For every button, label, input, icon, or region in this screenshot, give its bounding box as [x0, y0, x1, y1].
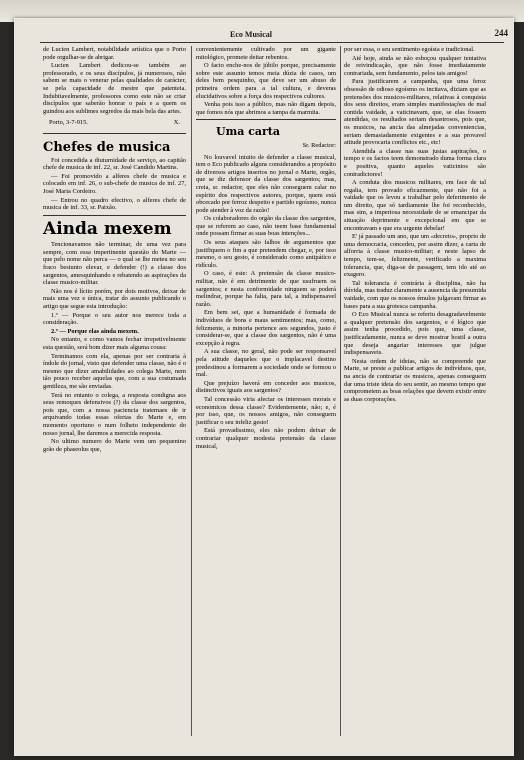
column-rule: [191, 46, 192, 736]
publication-name: Eco Musical: [230, 30, 272, 39]
paragraph: Lucien Lambert dedicou-se também ao professorado, e os seus discípulos, já numerosos, não sabem se mais o venerar pelas qualidades de carácter, se pela capacidade de mestre que patenteia. Indubitavelmente, professores como este não se criar discípulos que saberão honrar o país e a quem os guindou aos sublimes segredos da mais bela das artes.: [43, 62, 186, 115]
paragraph: Foi concedida a diuturnidade de serviço, ao capitão chefe de musica de inf. 22, sr. José Candido Martins.: [43, 156, 186, 172]
divider: [196, 119, 336, 120]
paragraph: Para justificarem a campanha, que uma feroz obsessão de odioso egoísmo os incitava, diziam que as pretensões dos musicos-militares, relativas à conquista dos seus direitos, eram simples manifestações de mal contida vaidade, a vaticinavam, que, se elas fossem atendidas, os resultados seriam desastrosos, pois que, os musicos, na ancia das almejadas conveniencias, seriam demasiadamente exigentes e a sua provavel atitude provocaria conflictos etc., etc!: [344, 78, 486, 147]
paragraph: Tal tolerancia é contrária à disciplina, não ha dúvida, mas traduz claramente a ausencia da presumida vaidade, com que os nossos émulos julgavam firmar as bases para a sua grotesca campanha.: [344, 279, 486, 310]
header-rule: [40, 42, 504, 43]
page-number: 244: [494, 28, 508, 38]
paragraph: Atendida a classe nas suas justas aspirações, o tempo e os factos teem demonstrado duma forma clara e positiva, quanto aqueles vaticinios são contradictores!: [344, 147, 486, 178]
paragraph: de Lucien Lambert, notabilidade artística que o Porto pode orgulhar-se de abrigar.: [43, 46, 186, 61]
column-2: [196, 46, 336, 451]
paragraph: Nesta ordem de ideias, não se compreende que Marte, se preste a publicar artigos de indivíduos, que, na ancia de contrariar os musicos, apenas conseguem dar uma triste ideia do seu sentir, ao mesmo tempo que comprometem as boas relações que devem existir entre as duas corporações.: [344, 357, 486, 403]
paragraph: Não nos é lícito porém, por dois motivos, deixar de mais uma vez e única, tratar do assunto publicando o artigo que segue esta introdução:: [43, 287, 186, 311]
paragraph: No entanto, e como vamos fechar irrepetivelmente esta questão, será bom dizer mais alguma cousa:: [43, 336, 186, 351]
divider: [43, 133, 186, 134]
section-title-chefes: Chefes de musica: [43, 139, 171, 155]
paragraph: A conduta dos musicos militares, em face de tal regalia, tem provado eficazmente, que não foi a vaidade que os levou a trabalhar pelo deferimento de um direito, que só tardiamente lhe foi reconhecido, mas sim, a imperiosa necessidade de se emancipar da situação deprimente e excepcional em que se encontravam e que era urgente debelar!: [344, 179, 486, 232]
column-3: [344, 46, 486, 404]
paragraph: No louvavel intuito de defender a classe musical, tem o Eco publicado alguns considerandos a propósito de diversos artigos insertos no jornal o Marte, orgão, que se diz defensor da classe dos sargentos; mas, creia, sr. redactor, que eles não conseguem calar no espírito dos respectivos autores, porque, quem está obcecado por ferroz despeito e partido egoísmo, nunca pode atender à voz da razão!: [196, 153, 336, 214]
signature: X.: [173, 119, 180, 127]
paragraph: O facto enche-nos de júbilo porque, precisamente sobre este assunto temos meia dúzia de casos, um deles bem pesquinho, que deve ser um abuso de primeira ordem para a tal cultura, e deveras elucidativos sobre a força dos respectivos cultores.: [196, 62, 336, 100]
paragraph: — Foi promovido a alferes chefe de musica e colocado em inf. 26, o sub-chefe de musica de inf. 27, José Maria Cordeiro.: [43, 172, 186, 195]
column-rule: [340, 46, 341, 736]
paragraph: O Eco Musical nunca se referiu desagradavelmente a qualquer pretensão dos sargentos, e é lógico que assim tenha procedido, pois que, uma classe, justificadamente, nunca se deve mostrar hostil a outra que deseja angariar interesses que julgue indispensaveis.: [344, 311, 486, 357]
greeting: Sr. Redactor:: [302, 141, 336, 149]
paragraph: No ultimo numero do Marte vem um pequenino grão de phaseolus que,: [43, 438, 186, 453]
running-header: [40, 30, 514, 40]
paragraph: Está provadissimo, eles não podem deixar de contrariar qualquer modesta pretensão da classe musical,: [196, 427, 336, 450]
paragraph: Terá no entanto o colega, a resposta condigna aos seus remoques defensivos (?) da classe dos sargentos, pois que, com a nossa paciencia traternaes de ir arquivando todas essas ofertas do Marte e, em momento oportuno o num folheto independente do nosso jornal, lhe daremos a merecida resposta.: [43, 391, 186, 437]
paragraph: 2.º — Porque elas ainda mexem.: [51, 327, 139, 335]
section-title-ainda-mexem: Ainda mexem: [43, 218, 172, 239]
paragraph: Os seus ataques são falhos de argumentos que justifiquem o fim a que pretendem chegar, e, por isso mesmo, o seu gesto, é considerado como antipático e ridículo.: [196, 239, 336, 269]
paragraph: Venha pois isso a público, mas não digam depois, que fomos nós que abrimos a tampa da marmita.: [196, 101, 336, 116]
paragraph: Tencionavamos não terminar, de uma vez para sempre, com essa impertinente questão do Marte — que pelo nome não perca — o qual se lhe meteu no seu fraco bestunto elevar, e defender (!) a classe dos sargentos, amesquinhando e rebatendo as aspirações da classe musico-militar.: [43, 241, 186, 287]
paragraph: Os colaboradores do orgão da classe dos sargentos, que se referem ao caso, não teem base fundamental onde possam firmar as suas boas intenções...: [196, 215, 336, 238]
paragraph: Até hoje, ainda se não esboçou qualquer tentativa de reivindicação, que não fosse imediatamente contrariada, sem fundamento, pelos tais amigos!: [344, 54, 486, 77]
paragraph: por ser essa, o seu sentimento egoísta e tradicional.: [344, 46, 475, 53]
paragraph: E' já passado um ano, que um «decreto», proprio de uma democracia, concedeu, por assim dizer, a carta de alforria à classe musico-militar; e neste lapso de tempo, tem-se, felizmente, verificado a maxima tolerancia, que, diga-se de passagem, tem ido até ao exagero.: [344, 233, 486, 279]
paragraph: 1.º — Porque o seu autor nos merece toda a consideração.: [43, 311, 186, 327]
paragraph: convenientemente cultivado por um gigante mitológico, promete deitar rebentos.: [196, 46, 336, 61]
paragraph: A sua classe, no geral, não pode ser responsavel pela atitude daqueles que o implacavel destino predestinou a formarem a sociedade onde se formou o mal.: [196, 348, 336, 379]
paragraph: Terminamos com ela, apenas por ser contraria à índole do jornal, visto que defender uma classe, não é o mesmo que dizer amabilidades ao colega Marte, nem tão pouco receber aquelas que, com a sua costumada gentileza, me são enviadas.: [43, 352, 186, 390]
paragraph: Tal concessão viria afectar os interesses morais e economicos dessa classe? Evidentemente, não; e, é por isso, que, os nossos amigos, não conseguem justificar o seu infeliz gesto!: [196, 395, 336, 426]
column-1: [43, 46, 186, 454]
divider: [43, 215, 186, 216]
paragraph: — Entrou no quadro efectivo, o alferes chefe de musica de inf. 33, sr. Paixão.: [43, 196, 186, 212]
place-date: Porto, 3-7-915. X.: [49, 119, 186, 127]
section-title-uma-carta: Uma carta: [216, 125, 281, 139]
paragraph: O caso, é este: A pretensão da classe musico-militar, não é em detrimento de que usufruem os sargentos; e nesta conformidade ninguem se poderá melindrar, porque ha falta, para tal, a indispensavel razão.: [196, 270, 336, 308]
paragraph: Que prejuízo haverá em conceder aos musicos, distinctivos iguais aos sargentos?: [196, 379, 336, 395]
paragraph: Em bem sei, que a humanidade é formada de indivíduos de bons e maus sentimentos; mas, como, felizmente, a minoria pertence aos segundos, justo é considerar-se, que a classe dos sargentos, não é uma excepção à regra.: [196, 309, 336, 347]
